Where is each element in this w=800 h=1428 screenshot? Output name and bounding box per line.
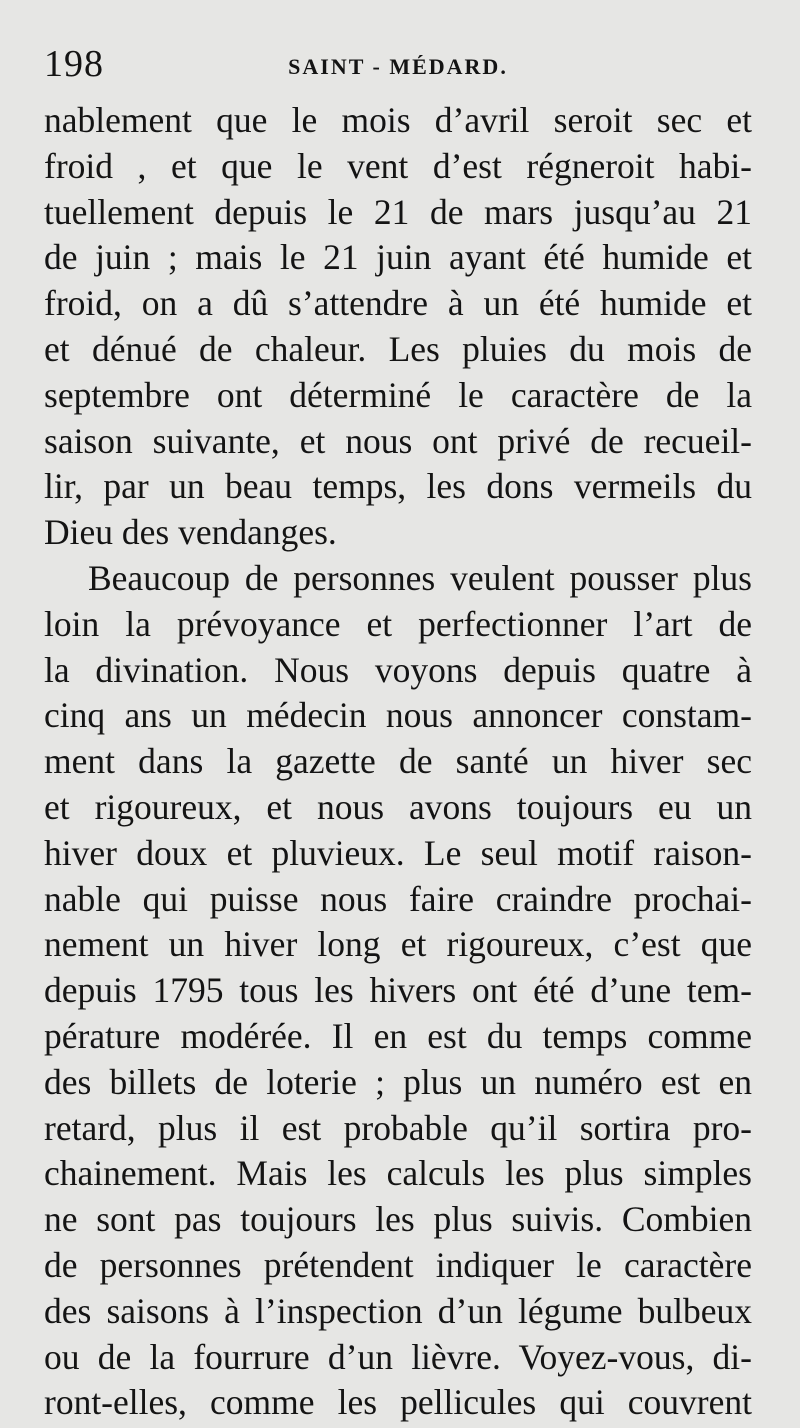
text-line: tuellement depuis le 21 de mars jusqu’au 21 [44,191,752,232]
text-line: la divination. Nous voyons depuis quatre à [44,649,752,690]
text-line: froid , et que le vent d’est régneroit habi- [44,145,752,186]
text-line: loin la prévoyance et perfectionner l’art de [44,603,752,644]
text-line: saison suivante, et nous ont privé de recueil- [44,420,752,461]
page-number: 198 [44,43,104,85]
text-line: ment dans la gazette de santé un hiver sec [44,741,752,782]
text-line: des saisons à l’inspection d’un légume bulbeux [44,1290,752,1331]
text-line: ou de la fourrure d’un lièvre. Voyez-vous, di- [44,1336,752,1377]
body-text [44,98,752,1426]
text-line: froid, on a dû s’attendre à un été humide et [44,283,752,324]
text-line: de personnes prétendent indiquer le caractère [44,1244,752,1285]
text-line: nablement que le mois d’avril seroit sec et [44,100,752,140]
running-head [44,40,752,98]
text-line: ront-elles, comme les pellicules qui couvrent [44,1382,752,1423]
text-line: et rigoureux, et nous avons toujours eu un [44,786,752,827]
text-line: de juin ; mais le 21 juin ayant été humide et [44,237,752,278]
running-title: SAINT - MÉDARD. [288,54,508,79]
text-line: pérature modérée. Il en est du temps comme [44,1015,752,1056]
text-line: lir, par un beau temps, les dons vermeils du [44,466,752,507]
text-line: cinq ans un médecin nous annoncer constam- [44,695,752,736]
text-line: nement un hiver long et rigoureux, c’est que [44,924,752,965]
text-line: nable qui puisse nous faire craindre prochai- [44,878,752,919]
text-line: hiver doux et pluvieux. Le seul motif raison- [44,832,752,873]
paragraph-start-line: Beaucoup de personnes veulent pousser plus [88,557,752,598]
paragraph-end-line: Dieu des vendanges. [44,512,337,553]
text-line: depuis 1795 tous les hivers ont été d’une tem- [44,970,752,1011]
text-line: retard, plus il est probable qu’il sortira pro- [44,1107,752,1148]
text-line: ne sont pas toujours les plus suivis. Combien [44,1199,752,1240]
text-line: des billets de loterie ; plus un numéro est en [44,1061,752,1102]
text-line: septembre ont déterminé le caractère de la [44,374,752,415]
text-line: et dénué de chaleur. Les pluies du mois de [44,328,752,369]
text-line: chainement. Mais les calculs les plus simples [44,1153,752,1194]
